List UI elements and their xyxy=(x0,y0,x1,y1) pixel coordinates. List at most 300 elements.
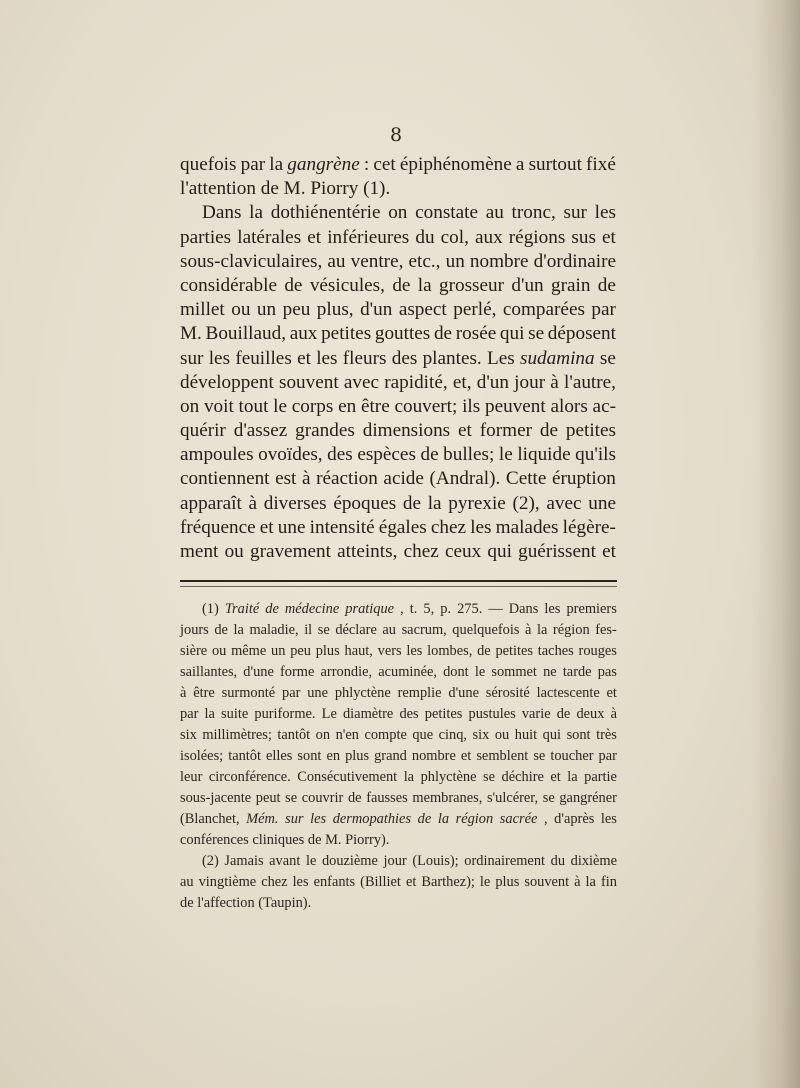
word: sière xyxy=(180,643,208,659)
word: dothiénentérie xyxy=(270,202,381,224)
word: tantôt xyxy=(228,748,261,764)
word: nombre xyxy=(469,250,529,272)
word: de xyxy=(477,643,491,659)
word: le xyxy=(305,853,317,869)
word: gangréner xyxy=(559,790,617,806)
word: sur xyxy=(285,811,304,827)
word: déposent xyxy=(547,323,616,345)
word: sur xyxy=(563,202,587,224)
word: forme xyxy=(280,664,315,680)
word: que xyxy=(412,727,434,743)
word: parties xyxy=(180,226,232,248)
word: t. xyxy=(409,601,418,617)
word: atteints, xyxy=(337,541,398,562)
word: ac- xyxy=(592,395,616,417)
word: ampoules xyxy=(180,444,254,466)
word: sommet xyxy=(491,664,537,680)
word: la xyxy=(417,274,432,296)
word: cliniques xyxy=(252,832,308,848)
footnote_lines-line xyxy=(180,851,617,872)
word: région xyxy=(455,811,494,827)
word: éruption xyxy=(551,468,616,490)
word: époques xyxy=(333,492,397,514)
word: quelquefois xyxy=(452,622,520,638)
word: Dans xyxy=(508,601,539,617)
word: haut, xyxy=(344,643,373,659)
word: sacrum, xyxy=(401,622,447,638)
word: un xyxy=(445,250,465,272)
word: l'affection xyxy=(197,895,259,911)
word: quérir xyxy=(180,420,226,442)
word: et xyxy=(460,748,472,764)
word: aux xyxy=(289,323,318,345)
word: remplie xyxy=(397,685,442,701)
word: saillantes, xyxy=(180,664,238,680)
word: fixé xyxy=(586,154,616,175)
word: varie xyxy=(521,706,551,722)
word: six xyxy=(472,727,490,743)
main-text-block xyxy=(180,153,616,564)
word: la xyxy=(269,154,284,175)
word: dixième xyxy=(570,853,617,869)
word: de xyxy=(539,420,559,442)
word: des xyxy=(327,444,353,466)
word: (2), xyxy=(512,492,540,514)
word: dont xyxy=(443,664,469,680)
word: 275. xyxy=(457,601,483,617)
word: fleurs xyxy=(342,347,387,369)
word: le xyxy=(273,395,288,417)
footnote_lines-line xyxy=(180,830,617,851)
word: et xyxy=(606,685,617,701)
word: petites xyxy=(424,706,463,722)
word: la xyxy=(249,202,264,224)
word: jour xyxy=(383,853,407,869)
word: et xyxy=(405,874,417,890)
word: il xyxy=(304,622,313,638)
footnote_lines-line xyxy=(180,893,617,914)
word: col, xyxy=(440,226,469,248)
word: diamètre xyxy=(342,706,394,722)
word: par xyxy=(282,685,301,701)
word: être xyxy=(360,395,390,417)
word: les xyxy=(406,643,423,659)
word: a xyxy=(515,154,525,175)
word: dermopathies xyxy=(332,811,412,827)
word: (Billiet xyxy=(360,874,401,890)
word: on xyxy=(315,727,331,743)
word: constate xyxy=(415,202,478,224)
word: plus xyxy=(345,748,370,764)
word: est xyxy=(275,468,297,490)
word: , xyxy=(543,811,548,827)
page-number: 8 xyxy=(389,124,403,146)
word: et xyxy=(550,769,561,785)
word: l'autre, xyxy=(564,371,616,393)
word: corps xyxy=(291,395,334,417)
word: chez xyxy=(261,874,288,890)
body_lines-line xyxy=(180,250,616,274)
word: aspect xyxy=(398,299,447,321)
word: un xyxy=(256,299,277,321)
word: phlyctène xyxy=(420,769,477,785)
word: de xyxy=(347,790,362,806)
word: jour xyxy=(514,371,546,393)
word: quefois xyxy=(180,154,237,175)
body_lines-line xyxy=(180,153,616,177)
body_lines-line xyxy=(180,492,616,516)
word: le xyxy=(498,444,513,466)
word: feuilles xyxy=(235,347,292,369)
word: plantes. xyxy=(422,347,482,369)
word: de xyxy=(214,622,228,638)
word: (Blanchet, xyxy=(180,811,240,827)
word: à xyxy=(550,371,559,393)
word: couvert; xyxy=(394,395,458,417)
word: toucher xyxy=(550,748,594,764)
word: déclare xyxy=(335,622,377,638)
word: membranes, xyxy=(412,790,483,806)
word: sus xyxy=(571,226,596,248)
word: arrondie, xyxy=(320,664,373,680)
word: de xyxy=(433,323,453,345)
word: ne xyxy=(543,664,557,680)
word: rouges xyxy=(578,643,617,659)
word: 5, xyxy=(423,601,435,617)
body_lines-line xyxy=(180,177,616,201)
word: fin xyxy=(600,874,617,890)
word: intensité xyxy=(309,516,375,538)
body_lines-line xyxy=(180,443,616,467)
word: par xyxy=(180,706,199,722)
word: souvent xyxy=(278,371,339,393)
word: et xyxy=(297,347,311,369)
word: les xyxy=(544,601,561,617)
word: aux xyxy=(474,226,503,248)
word: peu xyxy=(290,643,311,659)
word: et xyxy=(307,226,322,248)
footnote_lines-line xyxy=(180,809,617,830)
body_lines-line xyxy=(180,467,616,491)
word: : xyxy=(363,154,370,175)
word: apparaît xyxy=(180,492,242,514)
word: par xyxy=(598,748,617,764)
word: cet xyxy=(373,154,396,175)
word: peu xyxy=(282,299,311,321)
word: millimètres; xyxy=(202,727,272,743)
word: un xyxy=(271,643,286,659)
word: former xyxy=(479,420,532,442)
word: ils xyxy=(462,395,481,417)
word: des xyxy=(399,706,419,722)
word: être xyxy=(193,685,215,701)
word: huit xyxy=(514,727,538,743)
word: de xyxy=(284,274,303,296)
word: Jamais xyxy=(224,853,264,869)
word: de xyxy=(420,444,439,466)
word: (Taupin). xyxy=(258,895,312,911)
footnotes-block xyxy=(180,599,617,914)
word: bulles; xyxy=(443,444,495,466)
footnote_lines-line xyxy=(180,788,617,809)
word: la xyxy=(204,706,215,722)
footnote_lines-line xyxy=(180,767,617,788)
word: etc., xyxy=(408,250,441,272)
body_lines-line xyxy=(180,298,616,322)
word: d'ordinaire xyxy=(533,250,616,272)
word: qui xyxy=(487,541,512,562)
word: considérable xyxy=(180,274,277,296)
word: de xyxy=(265,601,279,617)
word: la xyxy=(536,622,548,638)
word: gouttes xyxy=(374,323,431,345)
word: à xyxy=(610,706,617,722)
word: deux xyxy=(576,706,605,722)
word: au xyxy=(327,250,346,272)
word: pustules xyxy=(468,706,516,722)
word: d'une xyxy=(243,664,274,680)
word: conférences xyxy=(180,832,253,848)
word: et xyxy=(602,226,616,248)
word: la xyxy=(233,622,244,638)
word: se xyxy=(483,769,496,785)
word: fréquence xyxy=(180,516,256,538)
word: comparées xyxy=(502,299,585,321)
word: la xyxy=(427,492,442,514)
word: les xyxy=(600,811,617,827)
word: petites xyxy=(495,643,534,659)
word: espèces xyxy=(357,444,416,466)
word: et xyxy=(602,541,616,562)
word: une xyxy=(307,685,328,701)
word: une xyxy=(277,516,306,538)
word: (1) xyxy=(202,601,219,617)
word: ou xyxy=(494,727,510,743)
word: développent xyxy=(180,371,274,393)
word: Piorry). xyxy=(345,832,390,848)
footnote-separator-thin-rule xyxy=(180,586,617,587)
word: au xyxy=(382,622,397,638)
word: petites xyxy=(321,323,372,345)
word: ovoïdes, xyxy=(258,444,323,466)
word: tronc, xyxy=(511,202,556,224)
footnote_lines-line xyxy=(180,746,617,767)
word: sacrée xyxy=(499,811,538,827)
word: compte xyxy=(364,727,407,743)
word: Le xyxy=(321,706,337,722)
word: (2) xyxy=(202,853,219,869)
word: d'assez xyxy=(233,420,288,442)
word: à xyxy=(574,874,581,890)
word: tantôt xyxy=(277,727,311,743)
word: de xyxy=(402,492,422,514)
word: de xyxy=(597,274,616,296)
body_lines-line xyxy=(180,419,616,443)
word: peut xyxy=(255,790,281,806)
word: vers xyxy=(377,643,402,659)
word: du xyxy=(550,853,566,869)
footnote_lines-line xyxy=(180,641,617,662)
word: se xyxy=(528,323,545,345)
word: couvrir xyxy=(301,790,344,806)
word: le xyxy=(474,664,486,680)
word: qui xyxy=(499,323,525,345)
word: surtout xyxy=(528,154,582,175)
word: sudamina xyxy=(519,347,595,369)
word: de xyxy=(556,706,571,722)
word: avant xyxy=(269,853,301,869)
word: malades xyxy=(495,516,559,538)
word: médecine xyxy=(284,601,340,617)
word: guérissent xyxy=(518,541,596,562)
word: et, xyxy=(452,371,472,393)
word: six xyxy=(180,727,197,743)
word: et xyxy=(458,420,472,442)
body_lines-line xyxy=(180,226,616,250)
word: la xyxy=(437,811,450,827)
word: plus xyxy=(315,643,340,659)
word: pas xyxy=(597,664,617,680)
footnote_lines-line xyxy=(180,662,617,683)
word: (Andral). xyxy=(429,468,501,490)
word: région xyxy=(552,622,590,638)
body_lines-line xyxy=(180,540,616,564)
word: cinq, xyxy=(438,727,468,743)
word: diverses xyxy=(263,492,327,514)
word: déchire xyxy=(501,769,544,785)
word: Dans xyxy=(202,202,242,224)
word: fes- xyxy=(595,622,617,638)
word: d'un xyxy=(511,274,544,296)
word: lombes, xyxy=(427,643,473,659)
word: ou xyxy=(231,299,251,321)
word: à xyxy=(248,492,258,514)
word: perlé, xyxy=(453,299,497,321)
word: elles xyxy=(266,748,293,764)
word: Traité xyxy=(224,601,260,617)
word: de xyxy=(307,832,326,848)
word: le xyxy=(479,874,491,890)
word: Cette xyxy=(505,468,547,490)
word: surmonté xyxy=(221,685,276,701)
footnote-separator-rule xyxy=(180,580,617,582)
word: au xyxy=(180,874,194,890)
word: une xyxy=(588,492,616,514)
word: ou xyxy=(211,643,227,659)
word: premiers xyxy=(566,601,617,617)
word: régions xyxy=(508,226,566,248)
body_lines-line xyxy=(180,371,616,395)
word: s'ulcérer, xyxy=(486,790,539,806)
word: égales xyxy=(378,516,427,538)
word: la xyxy=(567,769,578,785)
word: vésicules, xyxy=(309,274,385,296)
word: plus, xyxy=(316,299,354,321)
word: on xyxy=(388,202,408,224)
word: isolées; xyxy=(180,748,224,764)
word: Bouillaud, xyxy=(205,323,287,345)
word: d'un xyxy=(476,371,509,393)
word: même xyxy=(231,643,267,659)
word: fausses xyxy=(366,790,408,806)
word: sous-claviculaires, xyxy=(180,250,323,272)
word: contiennent xyxy=(180,468,270,490)
word: Piorry xyxy=(310,178,364,200)
word: se xyxy=(285,790,298,806)
word: de xyxy=(392,274,411,296)
word: de xyxy=(417,811,432,827)
word: M. xyxy=(325,832,346,848)
word: ceux xyxy=(444,541,482,562)
word: sur xyxy=(180,347,204,369)
word: — xyxy=(488,601,503,617)
word: n'en xyxy=(335,727,359,743)
word: alors xyxy=(550,395,588,417)
word: réaction xyxy=(316,468,378,490)
word: se xyxy=(317,622,330,638)
word: jours xyxy=(180,622,209,638)
word: de xyxy=(260,178,284,200)
word: chez xyxy=(403,541,439,562)
word: d'une xyxy=(448,685,479,701)
word: qui xyxy=(542,727,562,743)
word: souvent xyxy=(524,874,570,890)
body_lines-line xyxy=(180,347,616,371)
word: se xyxy=(599,347,616,369)
word: rosée xyxy=(455,323,497,345)
word: acide xyxy=(383,468,424,490)
word: et xyxy=(259,516,274,538)
word: nombre xyxy=(411,748,456,764)
word: se xyxy=(533,748,546,764)
word: à xyxy=(525,622,532,638)
word: maladie, xyxy=(249,622,299,638)
word: sont xyxy=(297,748,322,764)
word: en xyxy=(326,748,341,764)
word: voit xyxy=(203,395,234,417)
word: la xyxy=(403,769,415,785)
word: millet xyxy=(180,299,225,321)
word: M. xyxy=(283,178,311,200)
word: la xyxy=(585,874,596,890)
word: Mém. xyxy=(246,811,279,827)
word: taches xyxy=(537,643,574,659)
word: les xyxy=(292,874,309,890)
word: inférieures xyxy=(327,226,410,248)
word: liquide xyxy=(517,444,571,466)
word: à xyxy=(301,468,311,490)
word: pratique xyxy=(345,601,395,617)
word: pyrexie xyxy=(448,492,506,514)
word: Barthez); xyxy=(421,874,475,890)
word: ventre, xyxy=(350,250,404,272)
word: à xyxy=(180,685,187,701)
word: (Louis); xyxy=(412,853,459,869)
word: ment xyxy=(180,541,219,562)
word: p. xyxy=(440,601,452,617)
word: légère- xyxy=(562,516,616,538)
word: puriforme. xyxy=(254,706,316,722)
word: d'après xyxy=(554,811,595,827)
word: ou xyxy=(224,541,244,562)
word: des xyxy=(391,347,418,369)
body_lines-line xyxy=(180,201,616,225)
word: peuvent xyxy=(484,395,546,417)
word: rapidité, xyxy=(384,371,448,393)
word: grandes xyxy=(295,420,355,442)
word: circonférence. xyxy=(208,769,291,785)
word: sont xyxy=(566,727,591,743)
